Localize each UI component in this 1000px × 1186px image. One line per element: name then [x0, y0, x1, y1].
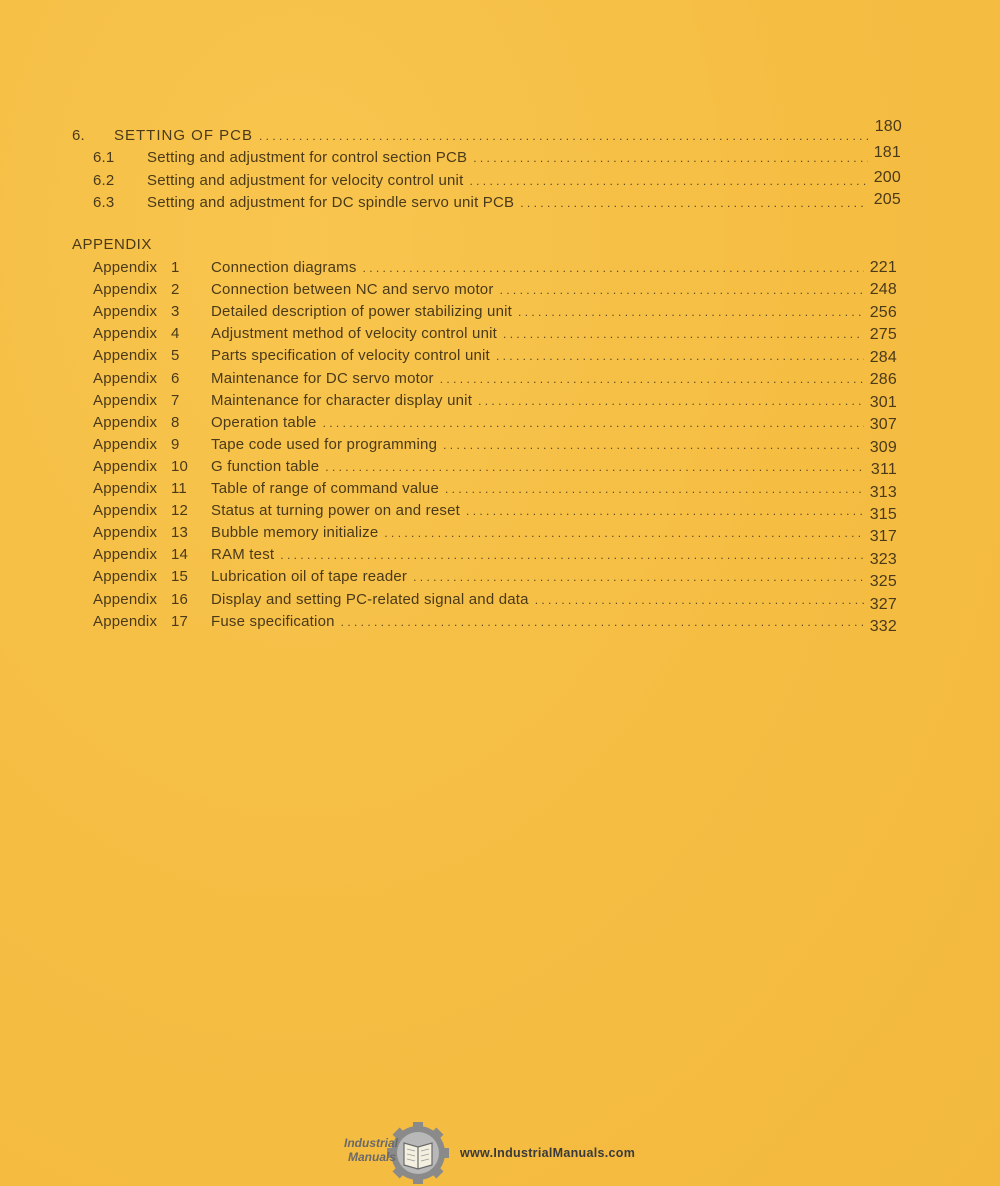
appendix-title: Table of range of command value	[211, 480, 439, 497]
appendix-row-14	[93, 546, 897, 568]
toc-item-6-2	[93, 169, 901, 190]
appendix-page-number: 221	[869, 259, 897, 276]
appendix-number: 15	[171, 568, 189, 586]
appendix-number: 1	[171, 259, 180, 276]
appendix-number: 16	[171, 590, 189, 608]
dot-leader	[445, 480, 864, 498]
dot-leader	[473, 149, 868, 167]
appendix-number: 7	[171, 391, 180, 409]
item-title: Setting and adjustment for DC spindle servo unit PCB	[147, 194, 515, 211]
appendix-row-11	[93, 480, 897, 501]
appendix-title: Maintenance for DC servo motor	[211, 369, 434, 387]
appendix-title: Adjustment method of velocity control unit	[211, 325, 498, 343]
section-page-number: 180	[874, 118, 902, 135]
appendix-page-number: 248	[869, 281, 897, 299]
toc-item-6-1	[93, 144, 901, 167]
dot-leader	[500, 281, 864, 299]
item-title: Setting and adjustment for control section PCB	[147, 149, 468, 166]
appendix-page-number: 323	[869, 550, 897, 568]
appendix-page-number: 286	[869, 371, 897, 389]
appendix-page-number: 301	[869, 393, 897, 411]
dot-leader	[469, 172, 867, 190]
appendix-title: Bubble memory initialize	[211, 524, 379, 542]
appendix-title: G function table	[211, 457, 320, 475]
appendix-title: RAM test	[211, 546, 275, 564]
appendix-row-10	[93, 457, 897, 479]
item-page-number: 205	[873, 191, 901, 208]
dot-leader	[325, 458, 865, 476]
appendix-row-1	[93, 259, 897, 277]
appendix-page-number: 307	[869, 416, 897, 434]
dot-leader	[466, 502, 864, 520]
appendix-number: 4	[171, 325, 180, 343]
industrial-manuals-logo	[342, 1122, 450, 1184]
appendix-number: 14	[171, 546, 189, 564]
appendix-label: Appendix	[93, 612, 158, 630]
item-number: 6.1	[93, 149, 115, 166]
appendix-row-17	[93, 612, 897, 636]
appendix-title: Parts specification of velocity control unit	[211, 347, 490, 365]
appendix-label: Appendix	[93, 413, 158, 431]
dot-leader	[259, 127, 869, 145]
appendix-label: Appendix	[93, 480, 158, 497]
appendix-title: Fuse specification	[211, 612, 335, 630]
footer-url[interactable]: www.IndustrialManuals.com	[460, 1146, 636, 1160]
item-number: 6.2	[93, 172, 115, 189]
item-page-number: 200	[873, 169, 901, 186]
appendix-page-number: 313	[869, 483, 897, 501]
appendix-title: Tape code used for programming	[211, 435, 438, 453]
appendix-number: 2	[171, 281, 180, 299]
appendix-label: Appendix	[93, 369, 158, 387]
appendix-label: Appendix	[93, 259, 158, 276]
dot-leader	[443, 436, 864, 454]
appendix-label: Appendix	[93, 303, 158, 321]
dot-leader	[520, 194, 867, 212]
appendix-label: Appendix	[93, 391, 158, 409]
appendix-number: 6	[171, 369, 180, 387]
appendix-title: Status at turning power on and reset	[211, 502, 461, 520]
toc-section-6	[72, 118, 902, 145]
appendix-number: 3	[171, 303, 180, 321]
toc-item-6-3	[93, 191, 901, 212]
appendix-heading: APPENDIX	[72, 236, 152, 253]
dot-leader	[384, 524, 863, 542]
dot-leader	[478, 392, 864, 410]
appendix-row-5	[93, 347, 897, 365]
dot-leader	[280, 546, 863, 564]
appendix-page-number: 284	[869, 348, 897, 366]
appendix-label: Appendix	[93, 281, 158, 299]
appendix-label: Appendix	[93, 457, 158, 475]
appendix-label: Appendix	[93, 435, 158, 453]
dot-leader	[496, 347, 864, 365]
appendix-number: 17	[171, 612, 189, 630]
appendix-number: 8	[171, 413, 180, 431]
appendix-page-number: 317	[869, 528, 897, 546]
dot-leader	[363, 259, 864, 277]
appendix-title: Operation table	[211, 413, 317, 431]
appendix-page-number: 327	[869, 595, 897, 613]
dot-leader	[413, 568, 864, 586]
appendix-title: Lubrication oil of tape reader	[211, 568, 408, 586]
appendix-label: Appendix	[93, 325, 158, 343]
appendix-label: Appendix	[93, 590, 158, 608]
appendix-title: Connection diagrams	[211, 259, 357, 276]
appendix-label: Appendix	[93, 524, 158, 542]
appendix-page-number: 325	[869, 573, 897, 591]
appendix-label: Appendix	[93, 502, 158, 520]
appendix-page-number: 309	[869, 438, 897, 456]
appendix-row-7	[93, 392, 897, 410]
appendix-number: 9	[171, 435, 180, 453]
appendix-row-16	[93, 590, 897, 613]
appendix-row-13	[93, 524, 897, 546]
section-number: 6.	[72, 127, 85, 144]
appendix-row-9	[93, 436, 897, 454]
dot-leader	[518, 303, 864, 321]
appendix-number: 11	[171, 480, 187, 497]
appendix-row-15	[93, 568, 897, 591]
appendix-label: Appendix	[93, 347, 158, 365]
appendix-page-number: 256	[869, 303, 897, 321]
appendix-row-3	[93, 303, 897, 321]
appendix-number: 12	[171, 502, 189, 520]
dot-leader	[341, 613, 864, 631]
appendix-title: Connection between NC and servo motor	[211, 281, 494, 299]
appendix-number: 5	[171, 347, 180, 365]
appendix-page-number: 275	[869, 326, 897, 344]
appendix-row-8	[93, 414, 897, 432]
appendix-number: 10	[171, 457, 189, 475]
item-title: Setting and adjustment for velocity control unit	[147, 172, 464, 189]
dot-leader	[503, 325, 864, 343]
appendix-page-number: 332	[869, 618, 897, 636]
appendix-page-number: 315	[869, 505, 897, 523]
appendix-row-12	[93, 502, 897, 523]
appendix-title: Display and setting PC-related signal and data	[211, 590, 529, 608]
appendix-number: 13	[171, 524, 189, 542]
section-title: SETTING OF PCB	[114, 127, 254, 144]
logo-text-manuals: Manuals	[348, 1150, 397, 1164]
appendix-title: Detailed description of power stabilizing unit	[211, 303, 513, 321]
appendix-title: Maintenance for character display unit	[211, 391, 473, 409]
dot-leader	[323, 414, 864, 432]
footer	[342, 1122, 635, 1184]
appendix-label: Appendix	[93, 568, 158, 586]
item-page-number: 181	[873, 144, 901, 161]
item-number: 6.3	[93, 194, 115, 211]
appendix-label: Appendix	[93, 546, 158, 564]
appendix-page-number: 311	[870, 461, 897, 479]
appendix-row-4	[93, 325, 897, 343]
dot-leader	[440, 370, 864, 388]
appendix-row-6	[93, 370, 897, 388]
logo-text-industrial: Industrial	[344, 1136, 399, 1150]
dot-leader	[535, 591, 864, 609]
appendix-row-2	[93, 281, 897, 299]
